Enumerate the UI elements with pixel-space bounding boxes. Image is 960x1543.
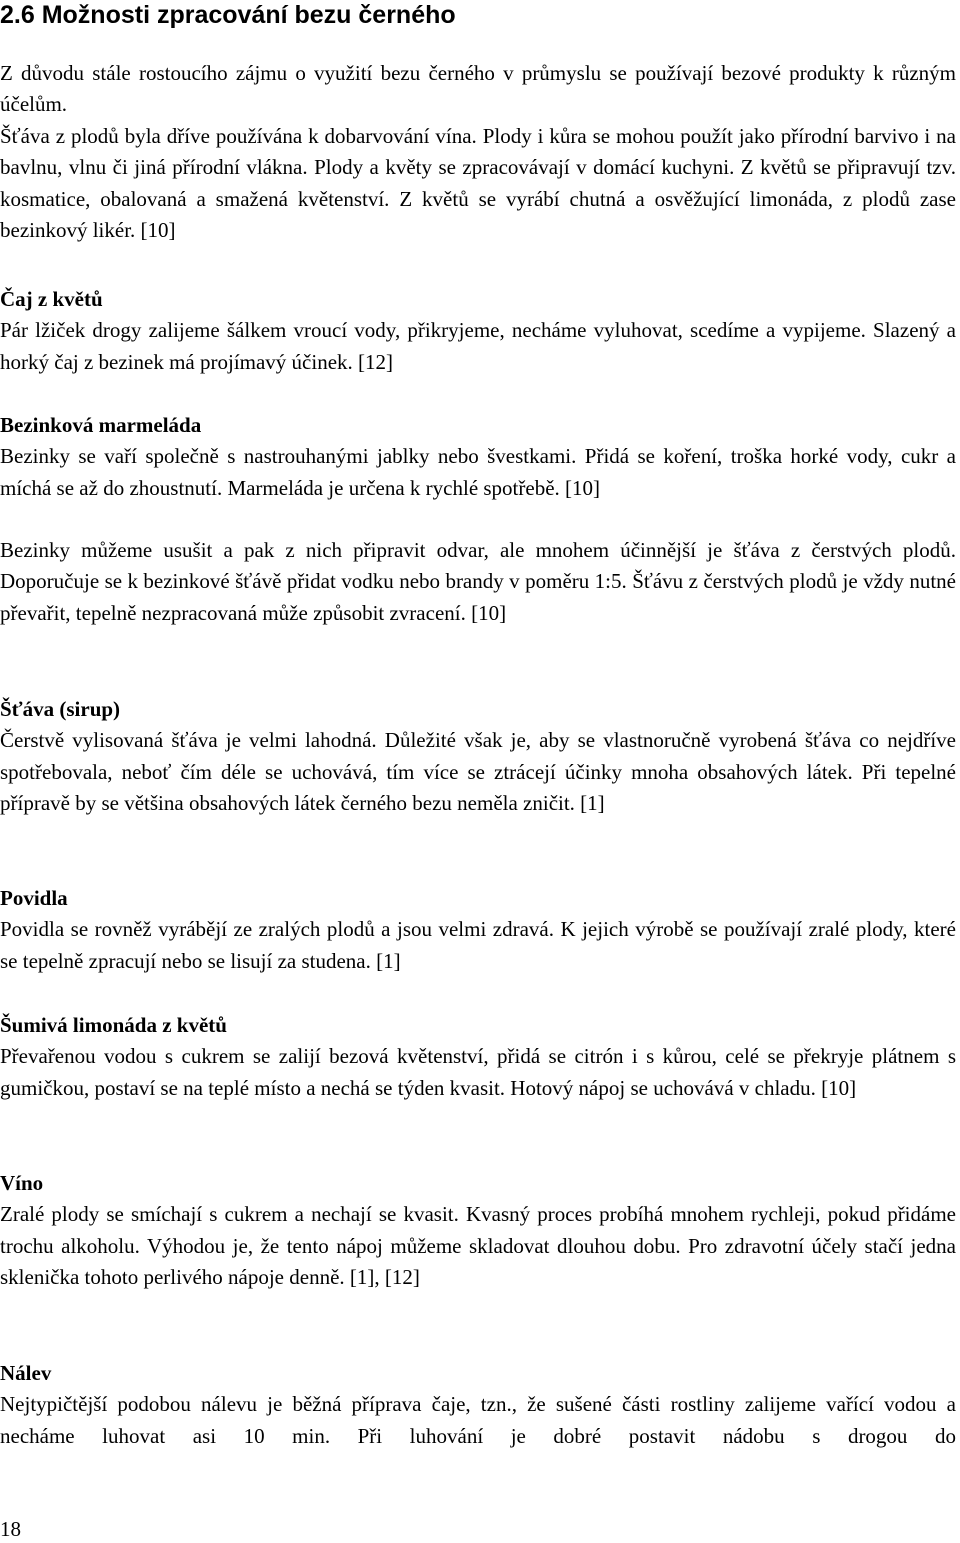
section-heading: Víno <box>0 1171 44 1195</box>
intro-paragraph-2 <box>0 121 956 246</box>
section-heading: Nálev <box>0 1361 52 1385</box>
section-heading: Bezinková marmeláda <box>0 413 202 437</box>
section-text: Převařenou vodou s cukrem se zalijí bezová květenství, přidá se citrón i s kůrou, celé se překryje plátnem s gumičkou, postaví se na teplé místo a nechá se týden kvasit. Hotový nápoj se uchovává v chladu. [10] <box>0 1044 956 1100</box>
intro-text-2: Šťáva z plodů byla dříve používána k dobarvování vína. Plody i kůra se mohou použít jako přírodní barvivo i na bavlnu, vlnu či jiná přírodní vlákna. Plody a květy se zpracovávají v domácí kuchyni. Z květů se připravují tzv. kosmatice, obalovaná a smažená květenství. Z květů se vyrábí chutná a osvěžující limonáda, z plodů zase bezinkový likér. [10] <box>0 124 956 242</box>
section-vino <box>0 1168 956 1293</box>
section-caj-z-kvetu <box>0 284 956 378</box>
section-title: 2.6 Možnosti zpracování bezu černého <box>0 1 456 29</box>
section-heading: Šťáva (sirup) <box>0 697 121 721</box>
section-text: Nejtypičtější podobou nálevu je běžná příprava čaje, tzn., že sušené části rostliny zalijeme vařící vodou a necháme luhovat asi 10 min. Při luhování je dobré postavit nádobu s drogou do <box>0 1392 956 1448</box>
section-text: Bezinky můžeme usušit a pak z nich připravit odvar, ale mnohem účinnější je šťáva z čerstvých plodů. Doporučuje se k bezinkové šťávě přidat vodku nebo brandy v poměru 1:5. Šťávu z čerstvých plodů je vždy nutné převařit, tepelně nezpracovaná může způsobit zvracení. [10] <box>0 538 956 625</box>
section-text: Bezinky se vaří společně s nastrouhanými jablky nebo švestkami. Přidá se koření, troška horké vody, cukr a míchá se až do zhoustnutí. Marmeláda je určena k rychlé spotřebě. [10] <box>0 444 956 500</box>
section-text: Pár lžiček drogy zalijeme šálkem vroucí vody, přikryjeme, necháme vyluhovat, scedíme a vypijeme. Slazený a horký čaj z bezinek má projímavý účinek. [12] <box>0 318 956 374</box>
section-nalev <box>0 1358 956 1452</box>
section-bezinkova-marmelada <box>0 410 956 504</box>
section-heading: Povidla <box>0 886 68 910</box>
section-text: Zralé plody se smíchají s cukrem a nechají se kvasit. Kvasný proces probíhá mnohem rychleji, pokud přidáme trochu alkoholu. Výhodou je, že tento nápoj můžeme skladovat dlouhou dobu. Pro zdravotní účely stačí jedna sklenička tohoto perlivého nápoje denně. [1], [12] <box>0 1202 956 1289</box>
page-number: 18 <box>0 1517 21 1541</box>
section-heading: Šumivá limonáda z květů <box>0 1013 227 1037</box>
intro-text-1: Z důvodu stále rostoucího zájmu o využití bezu černého v průmyslu se používají bezové produkty k různým účelům. <box>0 61 956 117</box>
section-heading: Čaj z květů <box>0 287 103 311</box>
section-sumiva-limonada <box>0 1010 956 1104</box>
section-text: Povidla se rovněž vyrábějí ze zralých plodů a jsou velmi zdravá. K jejich výrobě se používají zralé plody, které se tepelně zpracují nebo se lisují za studena. [1] <box>0 917 956 973</box>
section-text: Čerstvě vylisovaná šťáva je velmi lahodná. Důležité však je, aby se vlastnoručně vyrobená šťáva co nejdříve spotřebovala, neboť čím déle se uchovává, tím více se ztrácejí účinky mnoha obsahových látek. Při tepelné přípravě by se většina obsahových látek černého bezu neměla zničit. [1] <box>0 728 956 815</box>
intro-paragraph-1 <box>0 58 956 121</box>
section-odvar <box>0 535 956 629</box>
section-povidla <box>0 883 956 977</box>
section-stava-sirup <box>0 694 956 819</box>
